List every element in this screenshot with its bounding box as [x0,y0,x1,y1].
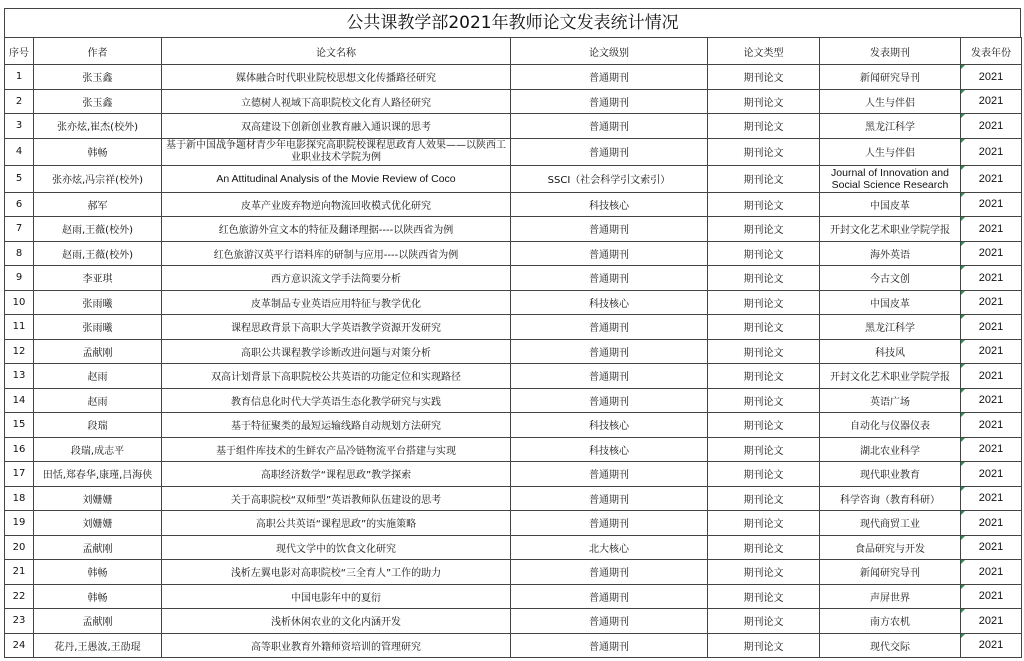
cell-year[interactable]: 2021 [961,241,1022,266]
cell-paper[interactable]: 现代文学中的饮食文化研究 [162,535,511,560]
cell-type[interactable]: 期刊论文 [708,413,820,438]
cell-paper[interactable]: 媒体融合时代职业院校思想文化传播路径研究 [162,65,511,90]
cell-journal[interactable]: 今古文创 [820,266,961,291]
table-row [5,138,1022,165]
cell-paper[interactable]: 西方意识流文学手法简要分析 [162,266,511,291]
header-row [5,38,1022,65]
cell-journal[interactable]: 中国皮革 [820,290,961,315]
cell-paper[interactable]: 课程思政背景下高职大学英语教学资源开发研究 [162,315,511,340]
cell-journal[interactable]: 现代职业教育 [820,462,961,487]
table-row [5,584,1022,609]
cell-no[interactable]: 9 [5,266,34,291]
cell-year[interactable]: 2021 [961,511,1022,536]
cell-author[interactable]: 韩畅 [34,584,162,609]
cell-level[interactable]: 普通期刊 [511,339,708,364]
cell-type[interactable]: 期刊论文 [708,339,820,364]
cell-paper[interactable]: 高职经济数学“课程思政”教学探索 [162,462,511,487]
cell-level[interactable]: 科技核心 [511,413,708,438]
cell-year[interactable]: 2021 [961,89,1022,114]
cell-author[interactable]: 刘姗姗 [34,486,162,511]
cell-journal[interactable]: 南方农机 [820,609,961,634]
cell-no[interactable]: 14 [5,388,34,413]
cell-no[interactable]: 1 [5,65,34,90]
cell-no[interactable]: 12 [5,339,34,364]
cell-paper[interactable]: 立德树人视域下高职院校文化育人路径研究 [162,89,511,114]
cell-journal[interactable]: 黑龙江科学 [820,114,961,139]
sheet-title: 公共课教学部2021年教师论文发表统计情况 [4,8,1021,37]
table-row [5,633,1022,658]
cell-paper[interactable]: 教育信息化时代大学英语生态化教学研究与实践 [162,388,511,413]
cell-year[interactable]: 2021 [961,584,1022,609]
cell-type[interactable]: 期刊论文 [708,609,820,634]
cell-journal[interactable]: 英语广场 [820,388,961,413]
cell-author[interactable]: 田恬,郑春华,康瑾,吕海侠 [34,462,162,487]
cell-type[interactable]: 期刊论文 [708,290,820,315]
cell-year[interactable]: 2021 [961,633,1022,658]
cell-no[interactable]: 18 [5,486,34,511]
cell-no[interactable]: 24 [5,633,34,658]
cell-year[interactable]: 2021 [961,364,1022,389]
cell-paper[interactable]: 基于新中国战争题材青少年电影探究高职院校课程思政育人效果——以陕西工业职业技术学院为例 [162,138,511,165]
cell-paper[interactable]: 浅析左翼电影对高职院校“三全育人”工作的助力 [162,560,511,585]
cell-author[interactable]: 赵雨 [34,364,162,389]
cell-level[interactable]: 普通期刊 [511,364,708,389]
table-row [5,217,1022,242]
cell-level[interactable]: 普通期刊 [511,138,708,165]
cell-paper[interactable]: 基于组件库技术的生鲜农产品冷链物流平台搭建与实现 [162,437,511,462]
cell-no[interactable]: 22 [5,584,34,609]
cell-journal[interactable]: 现代交际 [820,633,961,658]
cell-journal[interactable]: 科学咨询（教育科研） [820,486,961,511]
table-row [5,437,1022,462]
table-row [5,315,1022,340]
cell-level[interactable]: 科技核心 [511,192,708,217]
cell-paper[interactable]: 皮革产业废弃物逆向物流回收模式优化研究 [162,192,511,217]
cell-paper[interactable]: 红色旅游外宣文本的特征及翻译理据----以陕西省为例 [162,217,511,242]
cell-type[interactable]: 期刊论文 [708,633,820,658]
cell-no[interactable]: 11 [5,315,34,340]
cell-author[interactable]: 孟献刚 [34,535,162,560]
table-row [5,192,1022,217]
cell-level[interactable]: 普通期刊 [511,584,708,609]
cell-no[interactable]: 15 [5,413,34,438]
table-row [5,486,1022,511]
table-row [5,89,1022,114]
cell-year[interactable]: 2021 [961,217,1022,242]
table-row [5,609,1022,634]
table-row [5,388,1022,413]
cell-year[interactable]: 2021 [961,165,1022,192]
cell-level[interactable]: 普通期刊 [511,266,708,291]
table-row [5,241,1022,266]
cell-year[interactable]: 2021 [961,609,1022,634]
table-row [5,266,1022,291]
header-type: 论文类型 [708,38,820,65]
cell-type[interactable]: 期刊论文 [708,462,820,487]
cell-type[interactable]: 期刊论文 [708,266,820,291]
cell-type[interactable]: 期刊论文 [708,114,820,139]
cell-level[interactable]: 北大核心 [511,535,708,560]
cell-year[interactable]: 2021 [961,138,1022,165]
cell-type[interactable]: 期刊论文 [708,65,820,90]
cell-year[interactable]: 2021 [961,290,1022,315]
cell-paper[interactable]: 关于高职院校“双师型”英语教师队伍建设的思考 [162,486,511,511]
cell-level[interactable]: 普通期刊 [511,560,708,585]
cell-paper[interactable]: 双高建设下创新创业教育融入通识课的思考 [162,114,511,139]
cell-year[interactable]: 2021 [961,266,1022,291]
cell-journal[interactable]: 开封文化艺术职业学院学报 [820,364,961,389]
table-row [5,535,1022,560]
cell-level[interactable]: 科技核心 [511,437,708,462]
cell-journal[interactable]: 中国皮革 [820,192,961,217]
cell-author[interactable]: 韩畅 [34,560,162,585]
cell-no[interactable]: 13 [5,364,34,389]
cell-level[interactable]: 普通期刊 [511,511,708,536]
cell-no[interactable]: 21 [5,560,34,585]
cell-paper[interactable]: 基于特征聚类的最短运输线路自动规划方法研究 [162,413,511,438]
cell-type[interactable]: 期刊论文 [708,241,820,266]
cell-level[interactable]: 普通期刊 [511,89,708,114]
cell-level[interactable]: 普通期刊 [511,388,708,413]
cell-paper[interactable]: 红色旅游汉英平行语料库的研制与应用----以陕西省为例 [162,241,511,266]
cell-no[interactable]: 17 [5,462,34,487]
cell-no[interactable]: 19 [5,511,34,536]
cell-paper[interactable]: 皮革制品专业英语应用特征与教学优化 [162,290,511,315]
cell-author[interactable]: 张亦炫,崔杰(校外) [34,114,162,139]
cell-type[interactable]: 期刊论文 [708,560,820,585]
table-row [5,165,1022,192]
cell-level[interactable]: 普通期刊 [511,609,708,634]
cell-type[interactable]: 期刊论文 [708,192,820,217]
paper-table [4,37,1022,658]
table-row [5,364,1022,389]
cell-author[interactable]: 赵雨,王薇(校外) [34,217,162,242]
cell-level[interactable]: 普通期刊 [511,65,708,90]
cell-type[interactable]: 期刊论文 [708,535,820,560]
cell-no[interactable]: 8 [5,241,34,266]
cell-author[interactable]: 张玉鑫 [34,89,162,114]
cell-no[interactable]: 20 [5,535,34,560]
cell-author[interactable]: 张玉鑫 [34,65,162,90]
cell-type[interactable]: 期刊论文 [708,165,820,192]
cell-year[interactable]: 2021 [961,560,1022,585]
cell-author[interactable]: 刘姗姗 [34,511,162,536]
cell-type[interactable]: 期刊论文 [708,511,820,536]
table-row [5,290,1022,315]
cell-no[interactable]: 3 [5,114,34,139]
cell-journal[interactable]: 食品研究与开发 [820,535,961,560]
cell-no[interactable]: 4 [5,138,34,165]
cell-type[interactable]: 期刊论文 [708,315,820,340]
cell-author[interactable]: 段瑞,成志平 [34,437,162,462]
cell-journal[interactable]: 新闻研究导刊 [820,65,961,90]
spreadsheet [4,8,1021,658]
cell-author[interactable]: 段瑞 [34,413,162,438]
header-author: 作者 [34,38,162,65]
cell-no[interactable]: 2 [5,89,34,114]
cell-no[interactable]: 6 [5,192,34,217]
cell-year[interactable]: 2021 [961,462,1022,487]
cell-journal[interactable]: 自动化与仪器仪表 [820,413,961,438]
header-journal: 发表期刊 [820,38,961,65]
cell-level[interactable]: 科技核心 [511,290,708,315]
header-no: 序号 [5,38,34,65]
cell-author[interactable]: 张亦炫,冯宗祥(校外) [34,165,162,192]
cell-no[interactable]: 16 [5,437,34,462]
cell-type[interactable]: 期刊论文 [708,138,820,165]
cell-level[interactable]: 普通期刊 [511,633,708,658]
cell-type[interactable]: 期刊论文 [708,437,820,462]
cell-author[interactable]: 赵雨,王薇(校外) [34,241,162,266]
cell-paper[interactable]: 高职公共英语“课程思政”的实施策略 [162,511,511,536]
table-row [5,339,1022,364]
cell-journal[interactable]: 现代商贸工业 [820,511,961,536]
cell-no[interactable]: 7 [5,217,34,242]
cell-journal[interactable]: 湖北农业科学 [820,437,961,462]
cell-level[interactable]: 普通期刊 [511,315,708,340]
cell-journal[interactable]: 人生与伴侣 [820,138,961,165]
cell-year[interactable]: 2021 [961,114,1022,139]
cell-journal[interactable]: 新闻研究导刊 [820,560,961,585]
header-paper: 论文名称 [162,38,511,65]
cell-level[interactable]: 普通期刊 [511,241,708,266]
cell-level[interactable]: 普通期刊 [511,486,708,511]
cell-year[interactable]: 2021 [961,486,1022,511]
table-row [5,114,1022,139]
cell-year[interactable]: 2021 [961,315,1022,340]
table-row [5,65,1022,90]
cell-no[interactable]: 10 [5,290,34,315]
cell-type[interactable]: 期刊论文 [708,388,820,413]
cell-level[interactable]: SSCI（社会科学引文索引） [511,165,708,192]
cell-paper[interactable]: 高等职业教育外籍师资培训的管理研究 [162,633,511,658]
cell-journal[interactable]: 人生与伴侣 [820,89,961,114]
cell-paper[interactable]: An Attitudinal Analysis of the Movie Review of Coco [162,165,511,192]
cell-type[interactable]: 期刊论文 [708,217,820,242]
cell-year[interactable]: 2021 [961,65,1022,90]
cell-paper[interactable]: 高职公共课程教学诊断改进问题与对策分析 [162,339,511,364]
cell-author[interactable]: 孟献刚 [34,339,162,364]
cell-level[interactable]: 普通期刊 [511,217,708,242]
cell-author[interactable]: 花丹,王愚波,王劭琨 [34,633,162,658]
cell-level[interactable]: 普通期刊 [511,114,708,139]
cell-author[interactable]: 李亚琪 [34,266,162,291]
cell-level[interactable]: 普通期刊 [511,462,708,487]
cell-journal[interactable]: 科技风 [820,339,961,364]
cell-author[interactable]: 张雨曦 [34,290,162,315]
cell-type[interactable]: 期刊论文 [708,486,820,511]
cell-journal[interactable]: 海外英语 [820,241,961,266]
table-row [5,462,1022,487]
table-row [5,413,1022,438]
cell-journal[interactable]: 声屏世界 [820,584,961,609]
cell-journal[interactable]: 开封文化艺术职业学院学报 [820,217,961,242]
cell-paper[interactable]: 浅析休闲农业的文化内涵开发 [162,609,511,634]
table-row [5,511,1022,536]
cell-type[interactable]: 期刊论文 [708,89,820,114]
cell-journal[interactable]: Journal of Innovation and Social Science Research [820,165,961,192]
table-row [5,560,1022,585]
cell-type[interactable]: 期刊论文 [708,364,820,389]
header-year: 发表年份 [961,38,1022,65]
cell-author[interactable]: 张雨曦 [34,315,162,340]
cell-journal[interactable]: 黑龙江科学 [820,315,961,340]
cell-no[interactable]: 23 [5,609,34,634]
cell-no[interactable]: 5 [5,165,34,192]
cell-year[interactable]: 2021 [961,535,1022,560]
cell-type[interactable]: 期刊论文 [708,584,820,609]
cell-year[interactable]: 2021 [961,192,1022,217]
cell-author[interactable]: 韩畅 [34,138,162,165]
cell-paper[interactable]: 双高计划背景下高职院校公共英语的功能定位和实现路径 [162,364,511,389]
cell-year[interactable]: 2021 [961,437,1022,462]
cell-author[interactable]: 赵雨 [34,388,162,413]
cell-paper[interactable]: 中国电影年中的夏衍 [162,584,511,609]
cell-year[interactable]: 2021 [961,413,1022,438]
header-level: 论文级别 [511,38,708,65]
cell-year[interactable]: 2021 [961,339,1022,364]
cell-author[interactable]: 孟献刚 [34,609,162,634]
cell-year[interactable]: 2021 [961,388,1022,413]
cell-author[interactable]: 郝军 [34,192,162,217]
